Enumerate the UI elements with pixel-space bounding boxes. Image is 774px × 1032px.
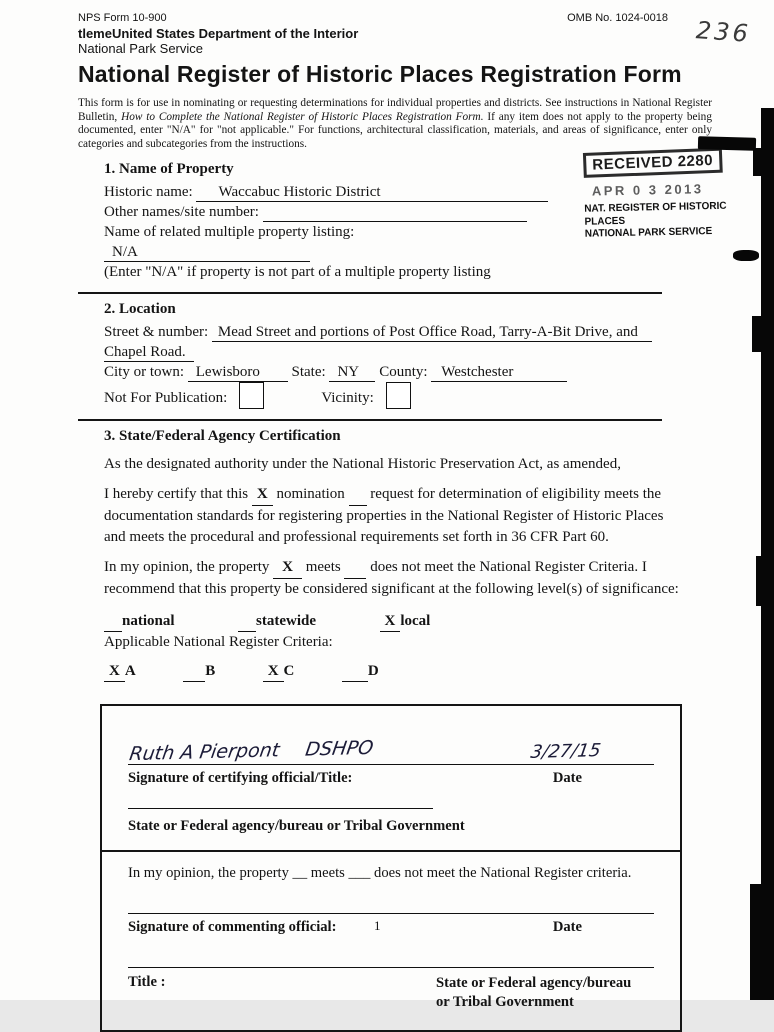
blank-line <box>344 563 366 579</box>
criterion-b: B <box>205 663 216 680</box>
local-x-mark: X <box>380 612 401 632</box>
city-state-county-row <box>104 363 718 382</box>
related-listing-label: Name of related multiple property listing: <box>104 224 355 241</box>
street-row-2 <box>104 343 718 362</box>
section-2-heading: 2. Location <box>104 301 176 318</box>
stamp-date-line: APR 0 3 2013 <box>591 181 704 199</box>
scan-edge-artifact <box>750 884 774 1000</box>
city-label: City or town: <box>104 364 185 381</box>
vicinity-label: Vicinity: <box>321 390 374 407</box>
instructions-paragraph <box>78 97 712 151</box>
criteria-label-row <box>104 633 718 652</box>
scan-edge-artifact <box>756 556 774 606</box>
opinion-meets: meets <box>305 559 341 576</box>
state-value: NY <box>329 364 375 382</box>
scan-edge-artifact <box>753 148 774 176</box>
state-label: State: <box>291 364 326 381</box>
commenting-official-label: Signature of commenting official: <box>128 919 337 936</box>
related-listing-value-row <box>104 243 718 262</box>
historic-name-label: Historic name: <box>104 184 193 201</box>
signature-date-handwriting: 3/27/15 <box>528 740 602 764</box>
authority-statement <box>104 454 684 475</box>
agency2-line2: or Tribal Government <box>436 994 574 1011</box>
cert-pre: I hereby certify that this <box>104 486 249 503</box>
criterion-d: D <box>367 663 379 680</box>
certifying-official-label: Signature of certifying official/Title: <box>128 770 353 787</box>
vicinity-checkbox[interactable] <box>386 382 411 409</box>
criterion-d-blank <box>342 666 368 682</box>
certifying-signature-handwriting <box>128 737 375 765</box>
agency-bureau-label-2 <box>436 974 648 1012</box>
scan-blot-artifact <box>733 250 759 261</box>
signature-name: Ruth A Pierpont <box>127 739 282 766</box>
box-divider <box>102 850 680 852</box>
title-row <box>128 974 654 1012</box>
scan-blot-artifact <box>698 136 756 151</box>
stamp-received-line: RECEIVED 2280 <box>583 148 723 178</box>
date-label: Date <box>552 770 582 787</box>
cert-rest: request for determination of eligibility meets the documentation standards for registering properties in the National Register of Historic Places and meets the procedural and professional requirements set forth in 36 CFR Part 60. <box>104 486 664 546</box>
section-divider-2 <box>78 419 662 421</box>
street-row <box>104 323 718 342</box>
title-label: Title : <box>128 974 166 991</box>
certification-signature-box <box>100 704 682 1032</box>
street-value-line1: Mead Street and portions of Post Office Road, Tarry-A-Bit Drive, and <box>212 324 652 342</box>
criteria-label: Applicable National Register Criteria: <box>104 634 333 651</box>
omb-number: OMB No. 1024-0018 <box>567 12 668 24</box>
level-local: local <box>400 613 431 630</box>
authority-text: As the designated authority under the National Historic Preservation Act, as amended, <box>104 456 621 473</box>
scan-edge-artifact <box>752 316 774 352</box>
agency2-line1: State or Federal agency/bureau <box>436 975 632 992</box>
commenting-label-row <box>128 919 654 936</box>
significance-levels-row <box>104 612 718 632</box>
na-note-row <box>104 263 718 282</box>
other-names-blank <box>263 221 527 222</box>
handwritten-page-note: 236 <box>695 16 752 48</box>
criterion-a-x: X <box>104 662 125 682</box>
agency-line: National Park Service <box>78 41 203 56</box>
stamp-nps-line: NATIONAL PARK SERVICE <box>584 226 713 240</box>
not-for-publication-label: Not For Publication: <box>104 390 228 407</box>
criteria-row <box>104 662 718 682</box>
national-blank <box>104 616 122 632</box>
opinion-pre: In my opinion, the property <box>104 559 270 576</box>
section-2-location <box>104 301 718 409</box>
scan-edge-artifact <box>761 108 774 1000</box>
opinion-x-mark: X <box>273 557 302 579</box>
certification-statement <box>104 484 684 548</box>
form-meta-row <box>78 12 668 24</box>
city-value: Lewisboro <box>188 364 288 382</box>
street-value-line2: Chapel Road. <box>104 344 194 362</box>
na-note: (Enter "N/A" if property is not part of a multiple property listing <box>104 264 491 281</box>
related-listing-value: N/A <box>104 244 310 262</box>
section-3-certification <box>104 428 718 682</box>
certifying-signature-row <box>128 726 654 765</box>
street-label: Street & number: <box>104 324 209 341</box>
historic-name-value: Waccabuc Historic District <box>196 184 548 202</box>
received-stamp <box>583 148 749 241</box>
form-number: NPS Form 10-900 <box>78 12 167 24</box>
publication-vicinity-row <box>104 388 718 409</box>
statewide-blank <box>238 616 256 632</box>
department-line: tlemeUnited States Department of the Interior <box>78 26 359 41</box>
cert-x-mark: X <box>252 484 273 506</box>
date-label-2: Date <box>552 919 582 936</box>
stamp-register-line: NAT. REGISTER OF HISTORIC PLACES <box>584 200 727 228</box>
instructions-post: If any item does not apply to the property being documented, enter "N/A" for "not applicable." For functions, architectural classification, materials, and areas of significance, enter only categories and subcategories from the instructions. <box>78 110 712 150</box>
level-statewide: statewide <box>256 613 317 630</box>
commenting-signature-line <box>128 912 654 914</box>
section-3-heading: 3. State/Federal Agency Certification <box>104 428 341 445</box>
commenting-opinion-line: In my opinion, the property __ meets ___ does not meet the National Register criteria. <box>128 865 632 882</box>
opinion-statement <box>104 557 684 600</box>
county-value: Westchester <box>431 364 567 382</box>
instructions-pre: This form is for use in nominating or requesting determinations for individual properties and districts. See instructions in National Register Bulletin, <box>78 97 712 123</box>
page-number: 1 <box>374 918 381 933</box>
certifying-label-row <box>128 770 654 787</box>
county-label: County: <box>379 364 428 381</box>
signature-title-abbrev: DSHPO <box>303 737 375 761</box>
blank-line <box>349 490 367 506</box>
agency-blank-line <box>128 807 433 809</box>
page-title: National Register of Historic Places Registration Form <box>78 61 682 87</box>
title-blank-line <box>128 966 654 968</box>
criterion-c-x: X <box>263 662 284 682</box>
cert-word: nomination <box>276 486 345 503</box>
criterion-b-blank <box>183 666 205 682</box>
opinion-rest: does not meet the National Register Criteria. I recommend that this property be considered significant at the following level(s) of significance: <box>104 559 679 598</box>
section-divider-1 <box>78 292 662 294</box>
instructions-italic: How to Complete the National Register of Historic Places Registration Form. <box>121 110 484 123</box>
agency-bureau-label: State or Federal agency/bureau or Tribal Government <box>128 818 465 835</box>
other-names-label: Other names/site number: <box>104 204 259 221</box>
section-1-heading: 1. Name of Property <box>104 161 234 178</box>
criterion-a: A <box>124 663 136 680</box>
criterion-c: C <box>283 663 295 680</box>
not-for-publication-checkbox[interactable] <box>239 382 264 409</box>
level-national: national <box>122 613 175 630</box>
